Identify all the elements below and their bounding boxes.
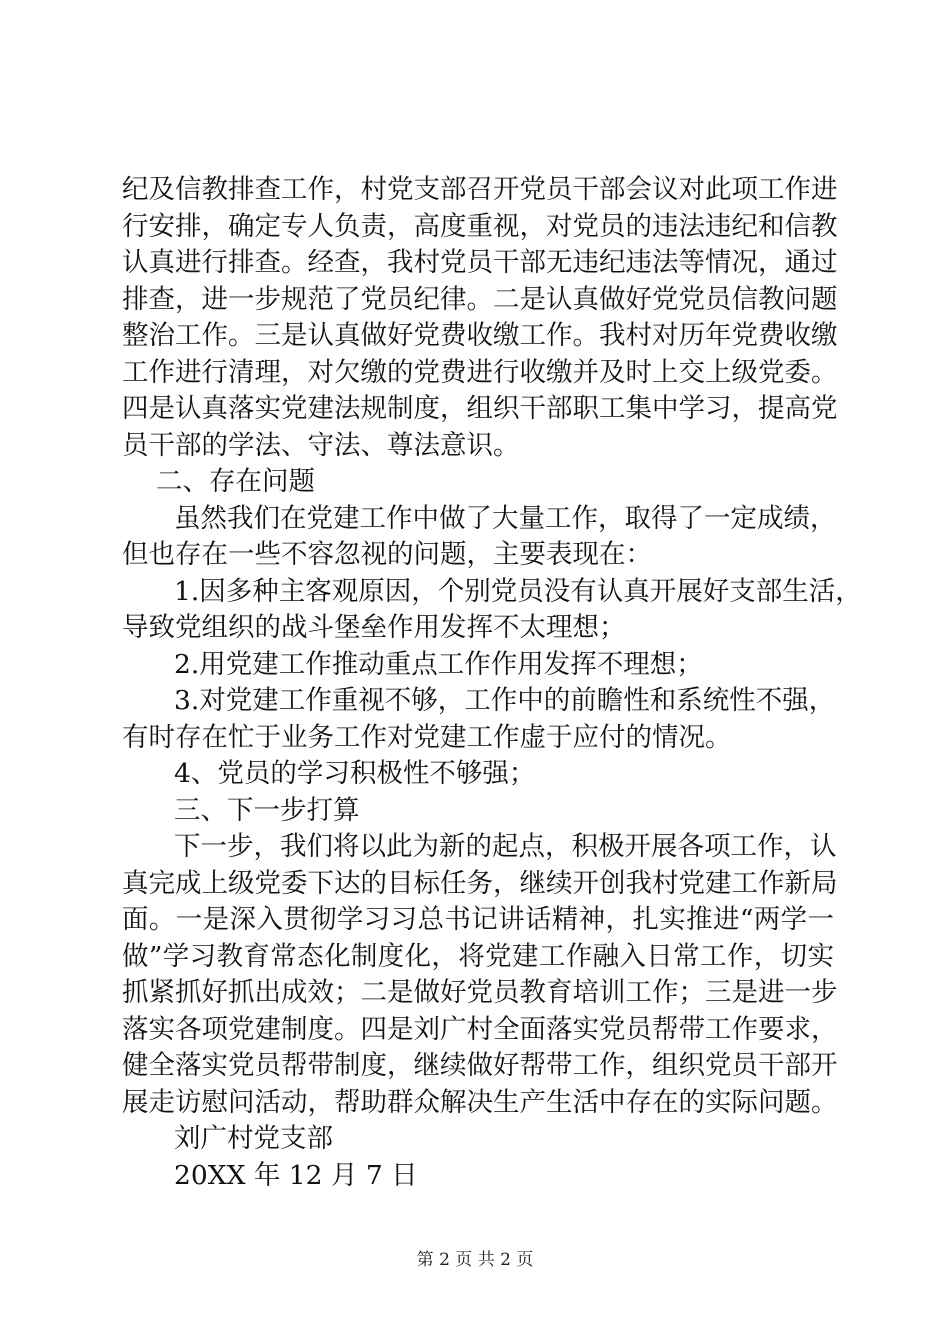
text-line: 但也存在一些不容忽视的问题，主要表现在： (122, 539, 652, 570)
text-line: 真完成上级党委下达的目标任务，继续开创我村党建工作新局 (122, 867, 838, 899)
section-heading: 二、存在问题 (156, 466, 315, 497)
text-line: 落实各项党建制度。四是刘广村全面落实党员帮带工作要求， (122, 1013, 838, 1045)
text-line: 员干部的学法、守法、尊法意识。 (122, 429, 520, 461)
signature-org: 刘广村党支部 (174, 1123, 333, 1154)
list-item: 1.因多种主客观原因，个别党员没有认真开展好支部生活， (174, 575, 862, 607)
text-line: 纪及信教排查工作，村党支部召开党员干部会议对此项工作进 (122, 174, 838, 205)
signature-date: 20XX 年 12 月 7 日 (174, 1159, 418, 1191)
text-line: 四是认真落实党建法规制度，组织干部职工集中学习，提高党 (122, 393, 838, 424)
text-line: 行安排，确定专人负责，高度重视，对党员的违法违纪和信教 (122, 210, 838, 242)
text-line: 导致党组织的战斗堡垒作用发挥不太理想； (122, 612, 626, 643)
text-line: 做”学习教育常态化制度化，将党建工作融入日常工作，切实 (122, 940, 834, 972)
list-item: 2.用党建工作推动重点工作作用发挥不理想； (174, 648, 703, 680)
page-number-footer: 第 2 页 共 2 页 (416, 1250, 534, 1270)
text-line: 抓紧抓好抓出成效；二是做好党员教育培训工作；三是进一步 (122, 977, 838, 1008)
list-item: 4、党员的学习积极性不够强； (174, 758, 536, 789)
text-line: 展走访慰问活动，帮助群众解决生产生活中存在的实际问题。 (122, 1086, 838, 1118)
section-heading: 三、下一步打算 (174, 794, 360, 826)
list-item: 3.对党建工作重视不够，工作中的前瞻性和系统性不强， (174, 685, 836, 716)
document-body (122, 172, 862, 1194)
text-line: 认真进行排查。经查，我村党员干部无违纪违法等情况，通过 (122, 247, 838, 278)
text-line: 排查，进一步规范了党员纪律。二是认真做好党党员信教问题 (122, 283, 838, 315)
text-line: 虽然我们在党建工作中做了大量工作，取得了一定成绩， (174, 502, 837, 534)
text-line: 有时存在忙于业务工作对党建工作虚于应付的情况。 (122, 721, 732, 753)
text-line: 整治工作。三是认真做好党费收缴工作。我村对历年党费收缴 (122, 320, 838, 351)
text-line: 下一步，我们将以此为新的起点，积极开展各项工作，认 (174, 831, 837, 862)
text-line: 面。一是深入贯彻学习习总书记讲话精神，扎实推进“两学一 (122, 904, 834, 935)
text-line: 健全落实党员帮带制度，继续做好帮带工作，组织党员干部开 (122, 1050, 838, 1081)
text-line: 工作进行清理，对欠缴的党费进行收缴并及时上交上级党委。 (122, 356, 838, 388)
